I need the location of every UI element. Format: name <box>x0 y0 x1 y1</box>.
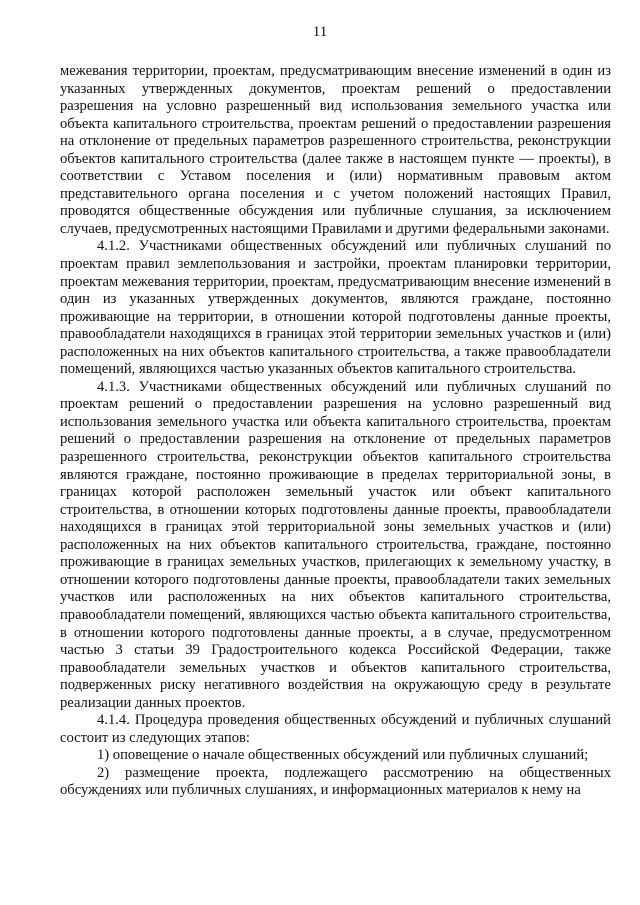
document-body <box>60 63 611 800</box>
paragraph-continuation: межевания территории, проектам, предусматривающим внесение изменений в один из указанных утвержденных документов, проектам решений о предоставлении разрешения на условно разрешенный вид использования земельного участка или объекта капитального строительства, проектам решений о предоставлении разрешения на отклонение от предельных параметров разрешенного строительства, реконструкции объектов капитального строительства (далее также в настоящем пункте — проекты), в соответствии с Уставом поселения и (или) нормативным правовым актом представительного органа поселения и с учетом положений настоящих Правил, проводятся общественные обсуждения или публичные слушания, за исключением случаев, предусмотренных настоящими Правилами и другими федеральными законами. <box>60 63 611 237</box>
paragraph-4-1-2: 4.1.2. Участниками общественных обсуждений или публичных слушаний по проектам правил землепользования и застройки, проектам планировки территории, проектам межевания территории, проектам, предусматривающим внесение изменений в один из указанных утвержденных документов, являются граждане, постоянно проживающие на территории, в отношении которой подготовлены данные проекты, правообладатели находящихся в границах этой территории земельных участков и (или) расположенных на них объектов капитального строительства, а также правообладатели помещений, являющихся частью указанных объектов капитального строительства. <box>60 238 611 378</box>
list-item-1: 1) оповещение о начале общественных обсуждений или публичных слушаний; <box>97 747 589 764</box>
page-number: 11 <box>312 24 328 40</box>
paragraph-4-1-4: 4.1.4. Процедура проведения общественных обсуждений и публичных слушаний состоит из следующих этапов: <box>60 712 611 746</box>
paragraph-4-1-3: 4.1.3. Участниками общественных обсуждений или публичных слушаний по проектам решений о предоставлении разрешения на условно разрешенный вид использования земельного участка или объекта капитального строительства, проектам решений о предоставлении разрешения на отклонение от предельных параметров разрешенного строительства, реконструкции объектов капитального строительства являются граждане, постоянно проживающие в пределах территориальной зоны, в границах которой расположен земельный участок или объект капитального строительства, в отношении которых подготовлены данные проекты, правообладатели находящихся в границах этой территориальной зоны земельных участков и (или) расположенных на них объектов капитального строительства, граждане, постоянно проживающие в границах земельных участков, прилегающих к земельному участку, в отношении которого подготовлены данные проекты, правообладатели таких земельных участков или расположенных на них объектов капитального строительства, правообладатели помещений, являющихся частью объекта капитального строительства, в отношении которого подготовлены данные проекты, а в случае, предусмотренном частью 3 статьи 39 Градостроительного кодекса Российской Федерации, также правообладатели земельных участков и объектов капитального строительства, подверженных риску негативного воздействия на окружающую среду в результате реализации данных проектов. <box>60 378 611 711</box>
list-item-2: 2) размещение проекта, подлежащего рассмотрению на общественных обсуждениях или публичных слушаниях, и информационных материалов к нему на <box>60 764 611 799</box>
